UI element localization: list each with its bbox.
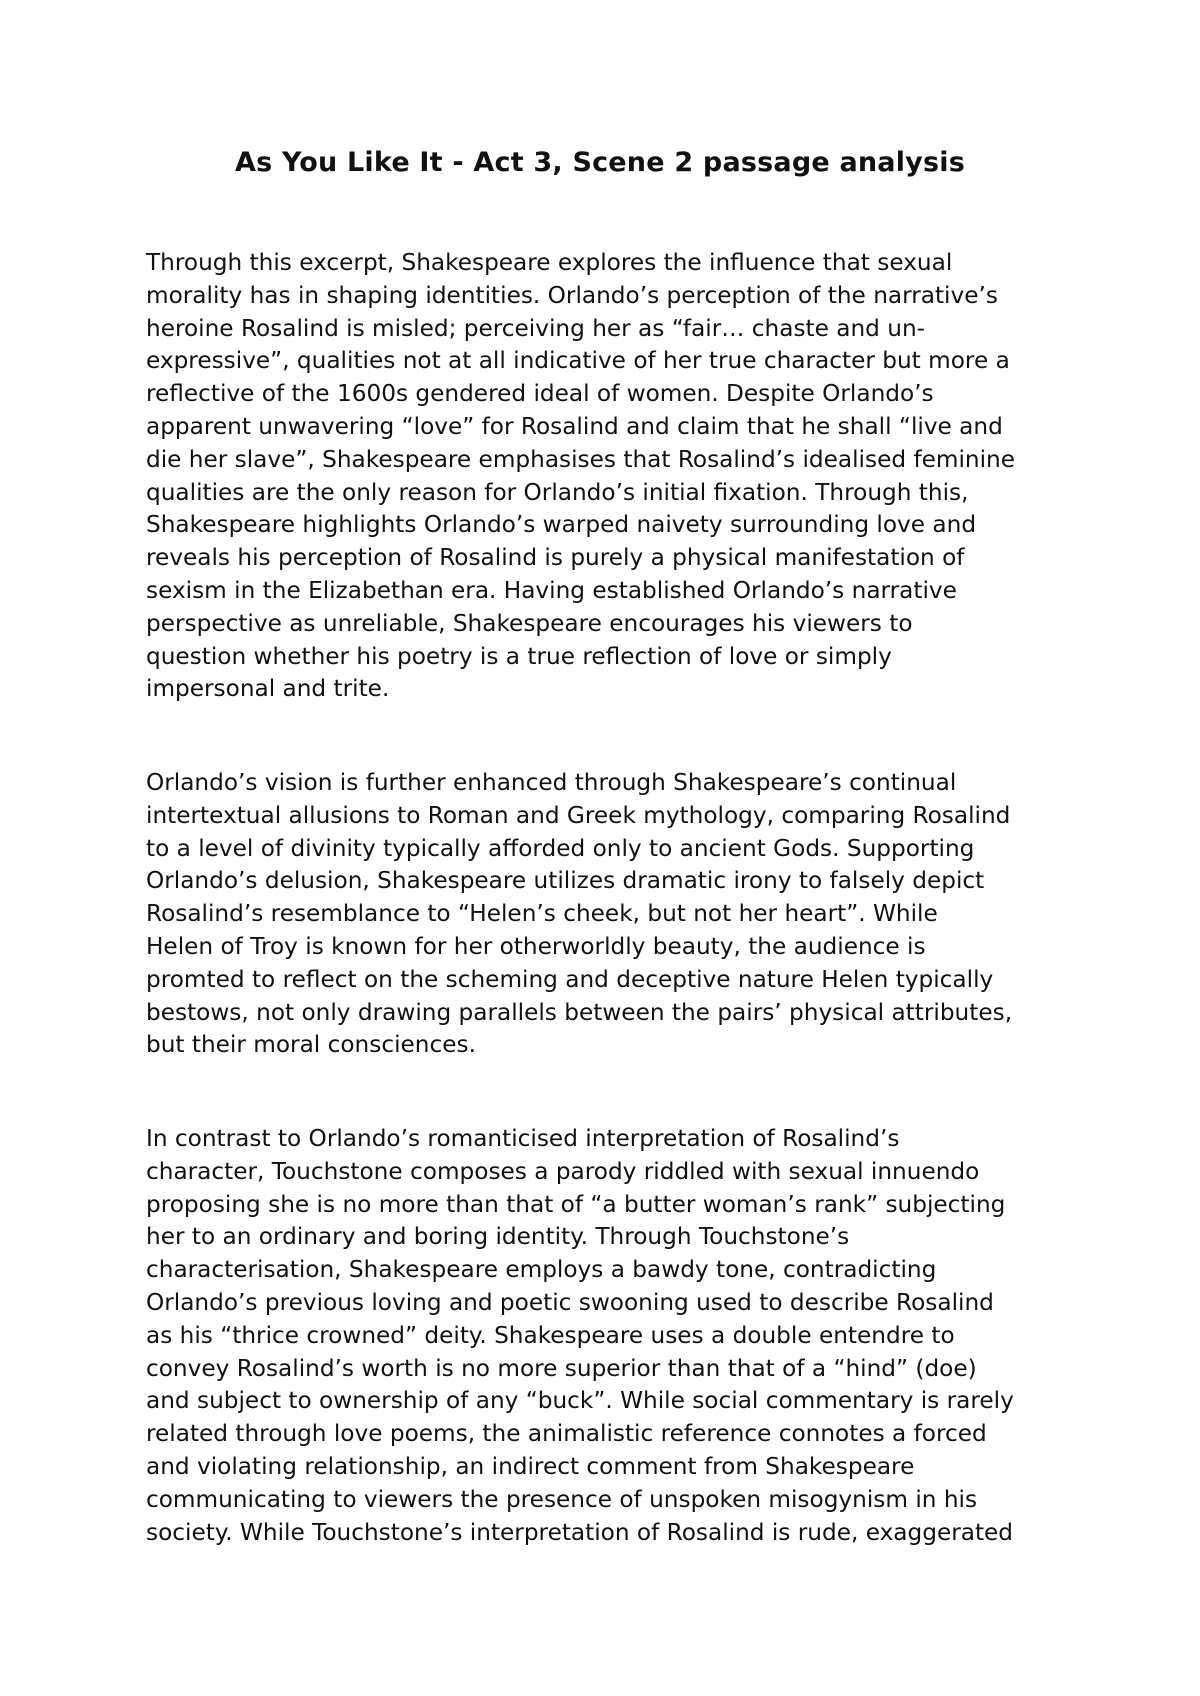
paragraph-line: communicating to viewers the presence of unspoken misogynism in his <box>146 1485 978 1513</box>
paragraph-line: Orlando’s previous loving and poetic swooning used to describe Rosalind <box>146 1288 994 1316</box>
paragraph-line: convey Rosalind’s worth is no more superior than that of a “hind” (doe) <box>146 1354 977 1382</box>
paragraph-line: society. While Touchstone’s interpretation of Rosalind is rude, exaggerated <box>146 1518 1014 1546</box>
paragraph-line: reveals his perception of Rosalind is purely a physical manifestation of <box>146 544 965 572</box>
paragraph-line: characterisation, Shakespeare employs a bawdy tone, contradicting <box>146 1256 937 1284</box>
document-title: As You Like It - Act 3, Scene 2 passage analysis <box>235 147 965 178</box>
paragraph-line: Orlando’s vision is further enhanced through Shakespeare’s continual <box>146 769 957 796</box>
paragraph-line: perspective as unreliable, Shakespeare encourages his viewers to <box>146 609 913 637</box>
paragraph-2 <box>146 767 1076 1062</box>
paragraph-line: impersonal and trite. <box>146 675 390 703</box>
paragraph-line: and subject to ownership of any “buck”. While social commentary is rarely <box>146 1387 1014 1415</box>
paragraph-line: but their moral consciences. <box>146 1031 476 1059</box>
paragraph-line: promted to reflect on the scheming and deceptive nature Helen typically <box>146 965 994 993</box>
paragraph-line: reflective of the 1600s gendered ideal of women. Despite Orlando’s <box>146 380 934 408</box>
paragraph-line: heroine Rosalind is misled; perceiving her as “fair… chaste and un- <box>146 314 926 342</box>
paragraph-1 <box>146 247 1076 706</box>
paragraph-line: expressive”, qualities not at all indicative of her true character but more a <box>146 347 1010 375</box>
paragraph-line: apparent unwavering “love” for Rosalind and claim that he shall “live and <box>146 412 1003 440</box>
paragraph-line: character, Touchstone composes a parody riddled with sexual innuendo <box>146 1157 980 1185</box>
paragraph-line: In contrast to Orlando’s romanticised interpretation of Rosalind’s <box>146 1125 900 1152</box>
paragraph-line: intertextual allusions to Roman and Greek mythology, comparing Rosalind <box>146 801 1011 829</box>
paragraph-line: Through this excerpt, Shakespeare explores the influence that sexual <box>146 249 953 276</box>
paragraph-line: die her slave”, Shakespeare emphasises that Rosalind’s idealised feminine <box>146 445 1015 473</box>
paragraph-line: bestows, not only drawing parallels between the pairs’ physical attributes, <box>146 998 1013 1026</box>
paragraph-line: proposing she is no more than that of “a butter woman’s rank” subjecting <box>146 1190 1006 1218</box>
paragraph-line: as his “thrice crowned” deity. Shakespeare uses a double entendre to <box>146 1321 955 1349</box>
paragraph-line: and violating relationship, an indirect comment from Shakespeare <box>146 1452 915 1480</box>
paragraph-line: Shakespeare highlights Orlando’s warped naivety surrounding love and <box>146 511 977 539</box>
paragraph-3 <box>146 1123 1076 1549</box>
paragraph-line: to a level of divinity typically afforded only to ancient Gods. Supporting <box>146 834 975 862</box>
paragraph-line: Orlando’s delusion, Shakespeare utilizes dramatic irony to falsely depict <box>146 867 985 895</box>
paragraph-line: her to an ordinary and boring identity. Through Touchstone’s <box>146 1223 850 1251</box>
paragraph-line: morality has in shaping identities. Orlando’s perception of the narrative’s <box>146 281 998 309</box>
paragraph-line: Rosalind’s resemblance to “Helen’s cheek, but not her heart”. While <box>146 900 938 928</box>
paragraph-line: sexism in the Elizabethan era. Having established Orlando’s narrative <box>146 576 957 604</box>
paragraph-line: question whether his poetry is a true reflection of love or simply <box>146 642 892 670</box>
paragraph-line: Helen of Troy is known for her otherworldly beauty, the audience is <box>146 932 926 960</box>
paragraph-line: qualities are the only reason for Orlando’s initial fixation. Through this, <box>146 478 969 506</box>
paragraph-line: related through love poems, the animalistic reference connotes a forced <box>146 1420 987 1448</box>
